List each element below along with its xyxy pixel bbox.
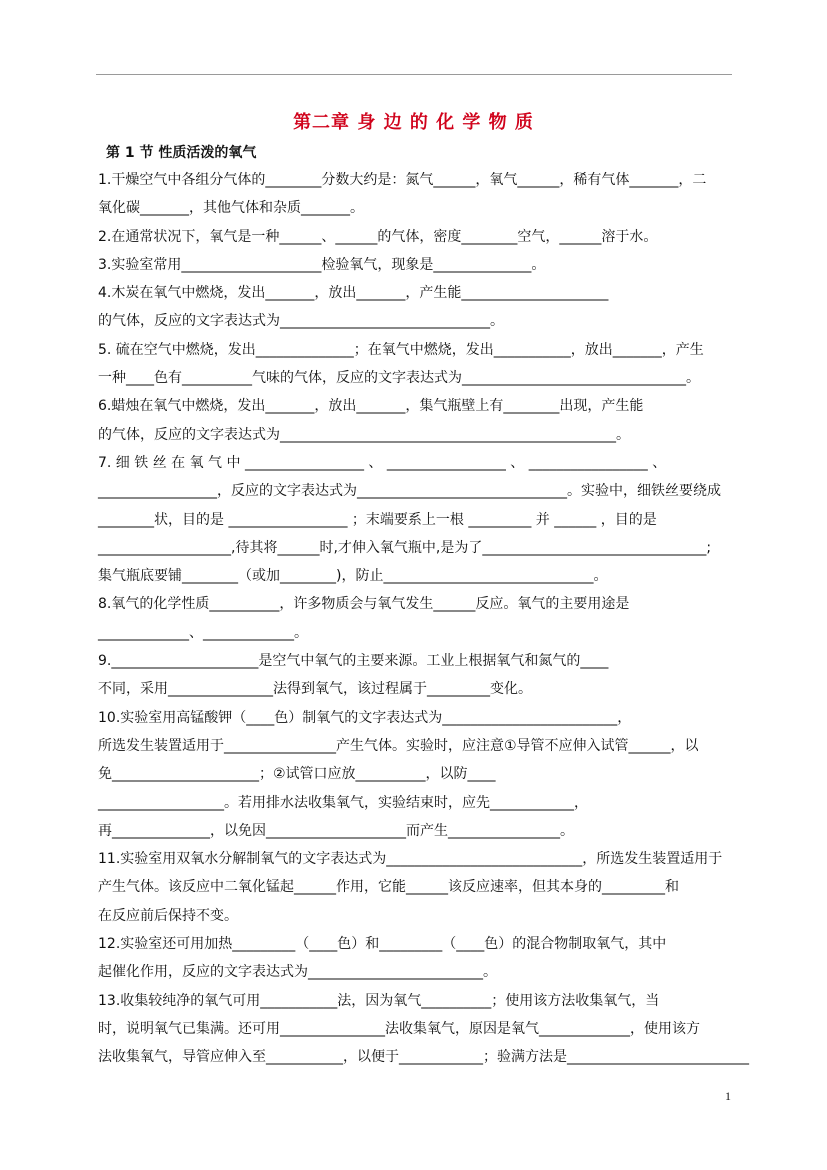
text-line: _____________、_____________。 xyxy=(98,624,308,641)
text-line: 的气体，反应的文字表达式为______________________________。 xyxy=(98,313,504,330)
text-line: 不同，采用_______________法得到氧气，该过程属于_________变化。 xyxy=(98,681,532,698)
text-line: 产生气体。该反应中二氧化锰起______作用，它能______该反应速率，但其本身的_________和 xyxy=(98,879,679,896)
text-line: 一种____色有__________气味的气体，反应的文字表达式为________________________________。 xyxy=(98,370,700,387)
text-line: 时，说明氧气已集满。还可用_______________法收集氧气，原因是氧气_____________，使用该方 xyxy=(98,1020,700,1037)
page-number: 1 xyxy=(725,1089,731,1103)
header-rule xyxy=(96,74,732,75)
text-line: 9._____________________是空气中氧气的主要来源。工业上根据氧气和氮气的____ xyxy=(98,653,609,670)
text-line: 在反应前后保持不变。 xyxy=(98,907,238,924)
text-line: 2.在通常状况下，氧气是一种______、______的气体，密度________空气，______溶于水。 xyxy=(98,228,658,245)
text-line: ________状，目的是 _________________ ；末端要系上一根 _________ 并 ______ ，目的是 xyxy=(98,511,657,528)
text-line: 起催化作用，反应的文字表达式为_________________________。 xyxy=(98,964,497,981)
text-line: 集气瓶底要铺________（或加________)，防止______________________________。 xyxy=(98,568,608,585)
text-line: 再______________，以免因____________________而产生________________。 xyxy=(98,822,574,839)
text-line: 10.实验室用高锰酸钾（____色）制氧气的文字表达式为_________________________， xyxy=(98,709,632,726)
text-line: 13.收集较纯净的氧气可用___________法，因为氧气__________；使用该方法收集氧气，当 xyxy=(98,992,660,1009)
text-line: 5. 硫在空气中燃烧，发出______________；在氧气中燃烧，发出___________，放出_______，产生 xyxy=(98,341,704,358)
chapter-title: 第二章 身 边 的 化 学 物 质 xyxy=(293,112,534,133)
text-line: 4.木炭在氧气中燃烧，发出_______，放出_______，产生能_____________________ xyxy=(98,285,609,302)
text-line: 12.实验室还可用加热_________（____色）和_________（____色）的混合物制取氧气，其中 xyxy=(98,936,667,953)
section-heading: 第 1 节 性质活泼的氧气 xyxy=(106,145,257,161)
text-line: _________________，反应的文字表达式为______________________________。实验中，细铁丝要绕成 xyxy=(98,483,721,500)
worksheet-content xyxy=(98,166,758,1072)
text-line: 氧化碳_______，其他气体和杂质_______。 xyxy=(98,200,364,217)
text-line: 11.实验室用双氧水分解制氧气的文字表达式为____________________________，所选发生装置适用于 xyxy=(98,851,723,868)
text-line: 6.蜡烛在氧气中燃烧，发出_______，放出_______，集气瓶壁上有________出现，产生能 xyxy=(98,398,644,415)
text-line: __________________。若用排水法收集氧气，实验结束时，应先____________， xyxy=(98,794,588,811)
text-line: ___________________,待其将______时,才伸入氧气瓶中,是为了________________________________; xyxy=(98,539,712,556)
text-line: 8.氧气的化学性质__________，许多物质会与氧气发生______反应。氧气的主要用途是 xyxy=(98,596,630,613)
text-line: 法收集氧气，导管应伸入至___________，以便于____________；验满方法是__________________________ xyxy=(98,1049,749,1066)
text-line: 3.实验室常用____________________检验氧气，现象是______________。 xyxy=(98,256,546,273)
text-line: 所选发生装置适用于________________产生气体。实验时，应注意①导管不应伸入试管______，以 xyxy=(98,737,699,754)
text-line: 1.干燥空气中各组分气体的________分数大约是：氮气______，氧气______，稀有气体_______，二 xyxy=(98,172,707,188)
text-line: 免_____________________；②试管口应放__________，以防____ xyxy=(98,766,496,783)
text-line: 7. 细 铁 丝 在 氧 气 中 _________________ 、 _________________ 、 _________________ 、 xyxy=(98,454,667,471)
text-line: 的气体，反应的文字表达式为________________________________________________。 xyxy=(98,426,630,443)
